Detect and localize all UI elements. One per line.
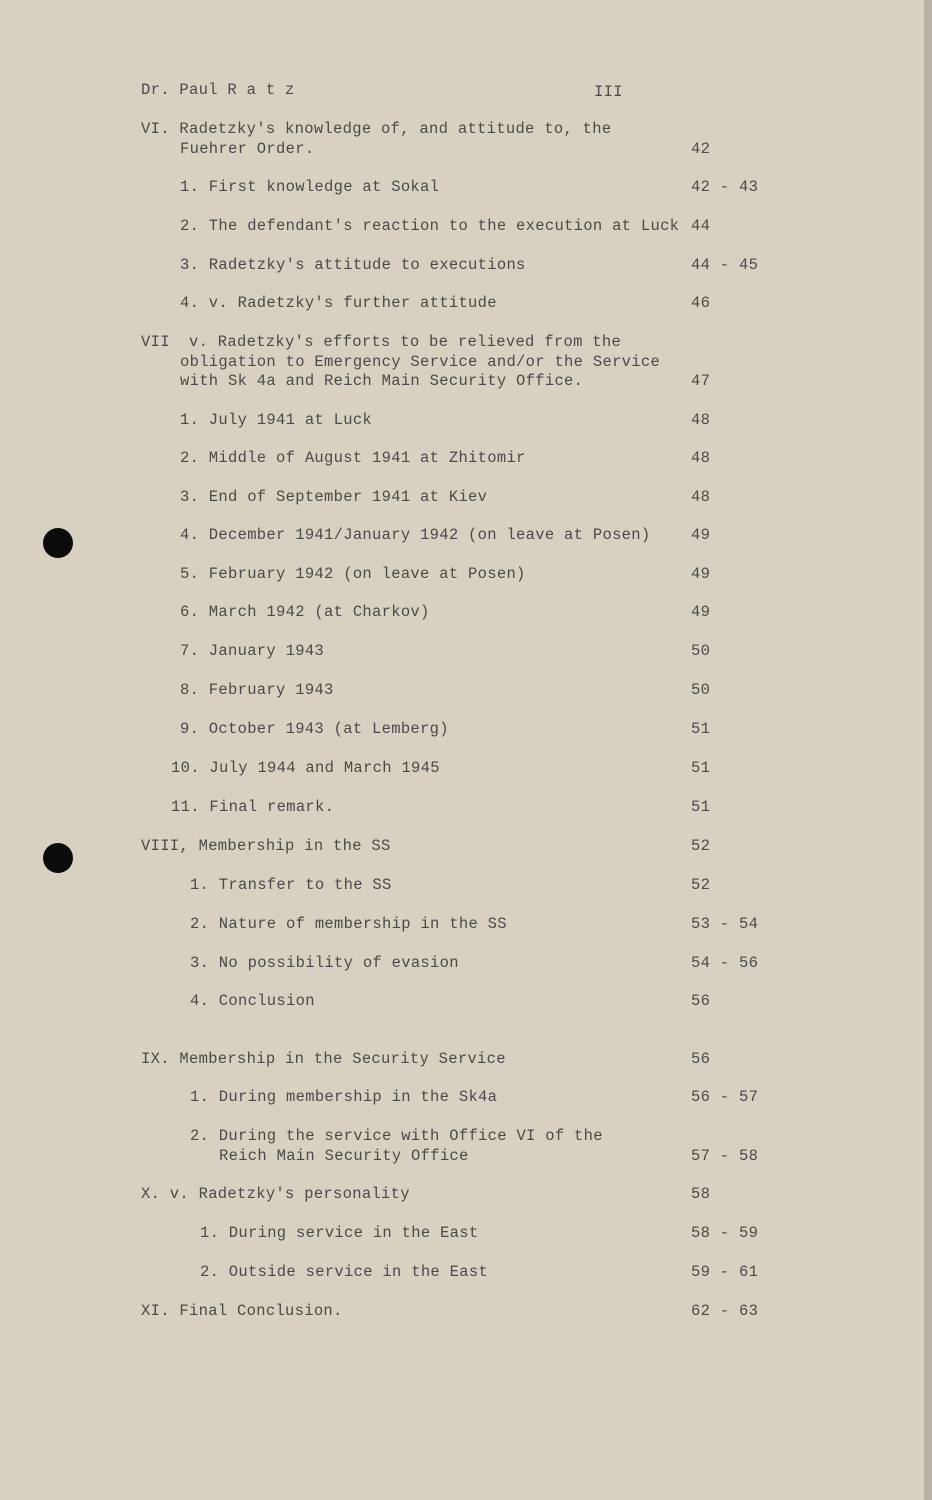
toc-page-ref: 53 - 54 (691, 915, 759, 933)
toc-page-ref: 48 (691, 411, 711, 429)
toc-page-ref: 48 (691, 449, 711, 467)
toc-section-heading: IX. Membership in the Security Service (141, 1050, 506, 1068)
toc-entry: 1. Transfer to the SS (190, 876, 392, 894)
toc-entry: 1. July 1941 at Luck (180, 411, 373, 429)
toc-entry-cont: Reich Main Security Office (219, 1147, 469, 1165)
toc-entry: 2. During the service with Office VI of the (190, 1127, 603, 1145)
toc-entry: 2. Nature of membership in the SS (190, 915, 507, 933)
toc-page-ref: 58 (691, 1185, 711, 1203)
toc-entry: 11. Final remark. (171, 798, 335, 816)
punch-hole-top (43, 528, 73, 558)
toc-entry: 4. Conclusion (190, 992, 315, 1010)
toc-page-ref: 42 (691, 140, 711, 158)
page-edge (924, 0, 932, 1500)
toc-page-ref: 56 - 57 (691, 1088, 759, 1106)
toc-section-heading: VII v. Radetzky's efforts to be relieved from the (141, 333, 622, 351)
toc-page-ref: 52 (691, 837, 711, 855)
toc-page-ref: 46 (691, 294, 711, 312)
toc-section-heading-cont: obligation to Emergency Service and/or the Service (180, 353, 661, 371)
toc-entry: 9. October 1943 (at Lemberg) (180, 720, 449, 738)
toc-section-heading: VI. Radetzky's knowledge of, and attitude to, the (141, 120, 612, 138)
toc-entry: 7. January 1943 (180, 642, 325, 660)
document-author: Dr. Paul R a t z (141, 81, 295, 99)
toc-page-ref: 54 - 56 (691, 954, 759, 972)
toc-page-ref: 57 - 58 (691, 1147, 759, 1165)
toc-section-heading-cont: Fuehrer Order. (180, 140, 315, 158)
toc-page-ref: 42 - 43 (691, 178, 759, 196)
toc-page-ref: 44 (691, 217, 711, 235)
toc-entry: 1. During service in the East (200, 1224, 479, 1242)
toc-section-heading: X. v. Radetzky's personality (141, 1185, 410, 1203)
toc-entry: 4. v. Radetzky's further attitude (180, 294, 497, 312)
toc-entry: 10. July 1944 and March 1945 (171, 759, 440, 777)
toc-entry: 6. March 1942 (at Charkov) (180, 603, 430, 621)
toc-entry: 8. February 1943 (180, 681, 334, 699)
toc-entry: 2. Outside service in the East (200, 1263, 489, 1281)
toc-page-ref: 49 (691, 603, 711, 621)
toc-page-ref: 49 (691, 526, 711, 544)
toc-entry: 1. First knowledge at Sokal (180, 178, 440, 196)
toc-page-ref: 50 (691, 681, 711, 699)
toc-page-ref: 49 (691, 565, 711, 583)
page-number: III (594, 83, 623, 101)
toc-page-ref: 51 (691, 759, 711, 777)
toc-page-ref: 44 - 45 (691, 256, 759, 274)
toc-section-heading-cont: with Sk 4a and Reich Main Security Office. (180, 372, 584, 390)
toc-page-ref: 59 - 61 (691, 1263, 759, 1281)
toc-page-ref: 51 (691, 720, 711, 738)
toc-page-ref: 62 - 63 (691, 1302, 759, 1320)
toc-entry: 3. Radetzky's attitude to executions (180, 256, 526, 274)
toc-section-heading: XI. Final Conclusion. (141, 1302, 343, 1320)
toc-entry: 3. End of September 1941 at Kiev (180, 488, 488, 506)
toc-page-ref: 50 (691, 642, 711, 660)
toc-page-ref: 56 (691, 1050, 711, 1068)
toc-entry: 2. Middle of August 1941 at Zhitomir (180, 449, 526, 467)
toc-page-ref: 58 - 59 (691, 1224, 759, 1242)
toc-section-heading: VIII, Membership in the SS (141, 837, 391, 855)
toc-entry: 5. February 1942 (on leave at Posen) (180, 565, 526, 583)
toc-page-ref: 52 (691, 876, 711, 894)
toc-page-ref: 56 (691, 992, 711, 1010)
toc-entry: 1. During membership in the Sk4a (190, 1088, 498, 1106)
toc-entry: 3. No possibility of evasion (190, 954, 459, 972)
toc-page-ref: 47 (691, 372, 711, 390)
punch-hole-bottom (43, 843, 73, 873)
toc-entry: 4. December 1941/January 1942 (on leave at Posen) (180, 526, 651, 544)
toc-entry: 2. The defendant's reaction to the execution at Luck (180, 217, 680, 235)
toc-page-ref: 48 (691, 488, 711, 506)
toc-page-ref: 51 (691, 798, 711, 816)
